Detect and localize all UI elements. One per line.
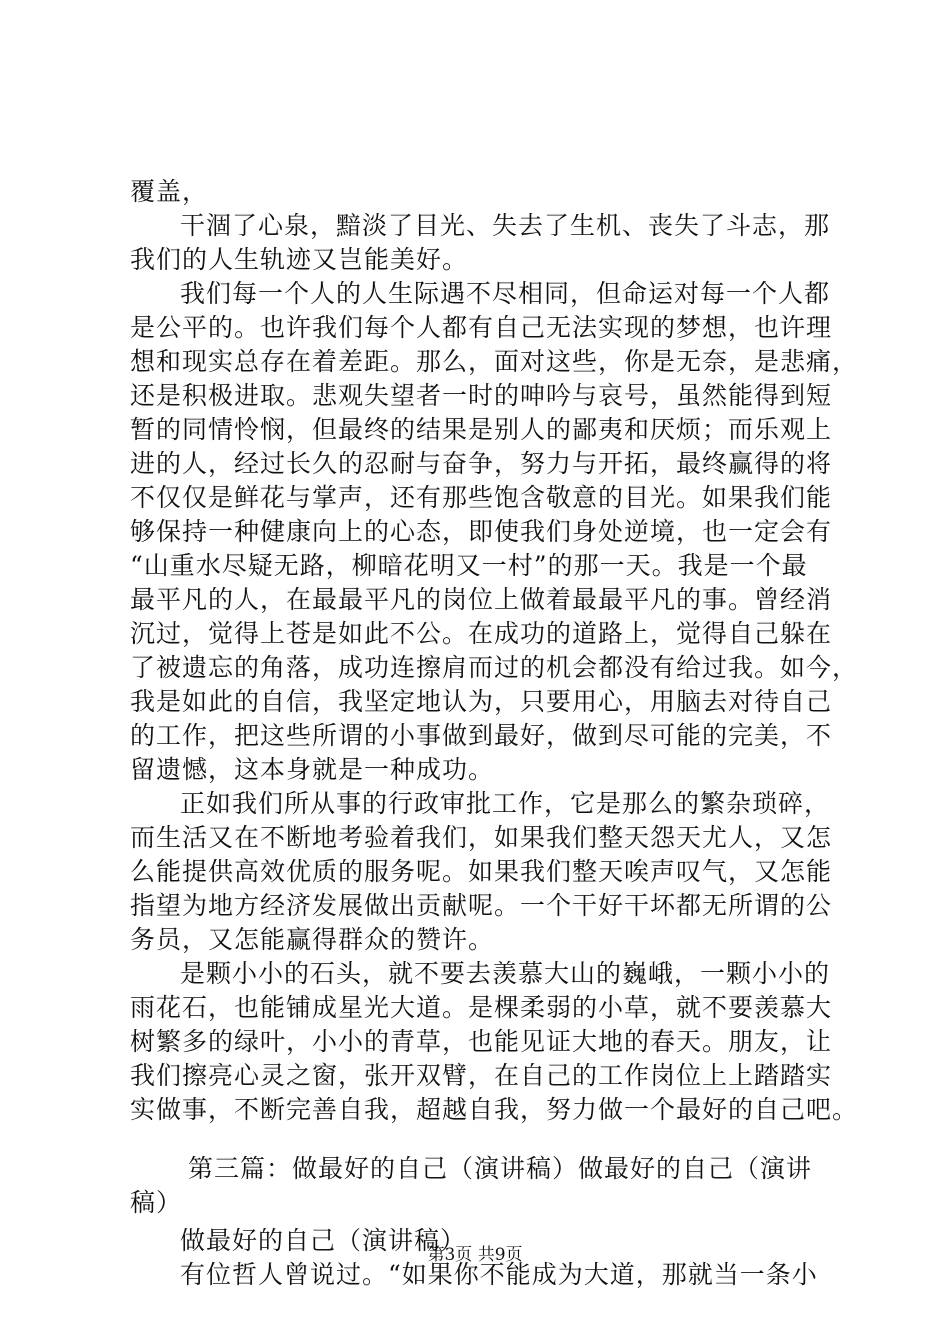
text-line: 最平凡的人，在最最平凡的岗位上做着最最平凡的事。曾经消 (130, 585, 833, 614)
text-line: 我们每一个人的人生际遇不尽相同，但命运对每一个人都 (180, 279, 831, 308)
text-line: 进的人，经过长久的忍耐与奋争，努力与开拓，最终赢得的将 (130, 449, 833, 478)
text-line: 我是如此的自信，我坚定地认为，只要用心，用脑去对待自己 (130, 687, 833, 716)
text-line: 是公平的。也许我们每个人都有自己无法实现的梦想，也许理 (130, 313, 833, 342)
text-line: 的工作，把这些所谓的小事做到最好，做到尽可能的完美，不 (130, 721, 833, 750)
text-line: 不仅仅是鲜花与掌声，还有那些饱含敬意的目光。如果我们能 (130, 483, 833, 512)
text-line: 够保持一种健康向上的心态，即使我们身处逆境，也一定会有 (130, 517, 833, 546)
text-line: 暂的同情怜悯，但最终的结果是别人的鄙夷和厌烦；而乐观上 (130, 415, 833, 444)
text-line: 了被遗忘的角落，成功连擦肩而过的机会都没有给过我。如今， (130, 653, 859, 682)
text-line: 干涸了心泉，黯淡了目光、失去了生机、丧失了斗志，那 (180, 211, 831, 240)
text-line: “山重水尽疑无路，柳暗花明又一村”的那一天。我是一个最 (130, 551, 808, 580)
text-line: 我们的人生轨迹又岂能美好。 (130, 245, 469, 274)
text-line: 雨花石，也能铺成星光大道。是棵柔弱的小草，就不要羡慕大 (130, 993, 833, 1022)
text-line: 指望为地方经济发展做出贡献呢。一个干好干坏都无所谓的公 (130, 891, 833, 920)
text-line: 沉过，觉得上苍是如此不公。在成功的道路上，觉得自己躲在 (130, 619, 833, 648)
page-footer: 第3页 共9页 (427, 1245, 523, 1265)
text-line: 是颗小小的石头，就不要去羡慕大山的巍峨，一颗小小的 (180, 959, 831, 988)
text-line: 么能提供高效优质的服务呢。如果我们整天唉声叹气，又怎能 (130, 857, 833, 886)
text-line: 正如我们所从事的行政审批工作，它是那么的繁杂琐碎， (180, 789, 831, 818)
text-line: 树繁多的绿叶，小小的青草，也能见证大地的春天。朋友，让 (130, 1027, 833, 1056)
text-line: 有位哲人曾说过。“如果你不能成为大道，那就当一条小 (180, 1260, 818, 1289)
text-line: 还是积极进取。悲观失望者一时的呻吟与哀号，虽然能得到短 (130, 381, 833, 410)
text-line: 我们擦亮心灵之窗，张开双臂，在自己的工作岗位上上踏踏实 (130, 1061, 833, 1090)
section-heading: 第三篇：做最好的自己（演讲稿）做最好的自己（演讲 (188, 1154, 813, 1183)
text-line: 想和现实总存在着差距。那么，面对这些，你是无奈，是悲痛， (130, 347, 859, 376)
text-line: 而生活又在不断地考验着我们，如果我们整天怨天尤人，又怎 (130, 823, 833, 852)
text-line: 务员，又怎能赢得群众的赞许。 (130, 925, 495, 954)
text-line: 覆盖， (130, 177, 209, 206)
section-heading: 稿） (130, 1188, 183, 1217)
text-line: 实做事，不断完善自我，超越自我，努力做一个最好的自己吧。 (130, 1095, 859, 1124)
text-line: 留遗憾，这本身就是一种成功。 (130, 755, 495, 784)
subtitle: 做最好的自己（演讲稿） (180, 1226, 467, 1255)
